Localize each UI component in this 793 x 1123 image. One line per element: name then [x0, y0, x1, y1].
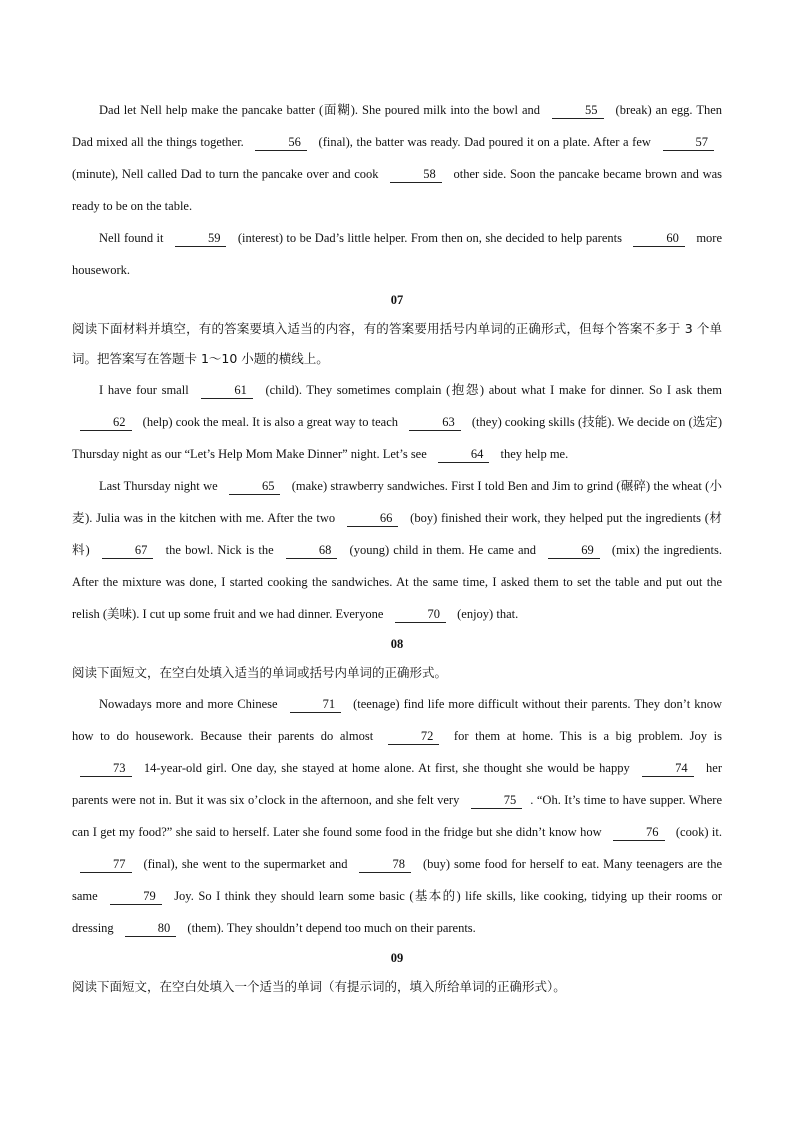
blank-75[interactable]: 75 — [471, 793, 523, 809]
text-run: . “Oh. It’s time to have supper. Where can I get my food?” she said to herself. Later she found some food in the fridge but she didn’t know how — [72, 793, 722, 839]
instruction-text: 阅读下面短文，在空白处填入一个适当的单词（有提示词的，填入所给单词的正确形式）。 — [72, 979, 566, 994]
text-run: (final), she went to the supermarket and — [139, 857, 352, 871]
text-run: they help me. — [497, 447, 569, 461]
text-run: 14-year-old girl. One day, she stayed at home alone. At first, she thought she would be happy — [139, 761, 635, 775]
blank-70[interactable]: 70 — [395, 607, 447, 623]
blank-73[interactable]: 73 — [80, 761, 132, 777]
text-run: Nell found it — [99, 231, 167, 245]
text-run: (help) cook the meal. It is also a great way to teach — [139, 415, 402, 429]
text-run: (mix) the ingredients. After the mixture was done, I started cooking the sandwiches. At the same time, I asked them to set the table and put out the relish (美味). I cut up some fruit and we had dinner. Everyone — [72, 543, 722, 621]
blank-56[interactable]: 56 — [255, 135, 307, 151]
text-run: (final), the batter was ready. Dad poured it on a plate. After a few — [314, 135, 655, 149]
blank-64[interactable]: 64 — [438, 447, 490, 463]
blank-60[interactable]: 60 — [633, 231, 685, 247]
text-run: (enjoy) that. — [454, 607, 519, 621]
text-run: (break) an egg. Then Dad mixed all the things together. — [72, 103, 723, 149]
text-run: more housework. — [72, 231, 723, 277]
blank-63[interactable]: 63 — [409, 415, 461, 431]
blank-62[interactable]: 62 — [80, 415, 132, 431]
text-run: Last Thursday night we — [99, 479, 221, 493]
blank-77[interactable]: 77 — [80, 857, 132, 873]
text-run: (make) strawberry sandwiches. First I told Ben and Jim to grind (碾碎) the wheat (小麦). Julia was in the kitchen with me. After the two — [72, 479, 722, 525]
text-run: (minute), Nell called Dad to turn the pancake over and cook — [72, 167, 383, 181]
paragraph — [72, 470, 722, 630]
worksheet-page — [72, 94, 722, 1002]
blank-59[interactable]: 59 — [175, 231, 227, 247]
section-06 — [72, 94, 722, 286]
text-run: I have four small — [99, 383, 194, 397]
blank-55[interactable]: 55 — [552, 103, 604, 119]
text-run: Dad let Nell help make the pancake batter (面糊). She poured milk into the bowl and — [99, 103, 545, 117]
section-number: 08 — [390, 637, 404, 651]
text-run: other side. Soon the pancake became brown and was ready to be on the table. — [72, 167, 723, 213]
paragraph — [72, 688, 722, 944]
paragraph — [72, 222, 722, 286]
blank-80[interactable]: 80 — [125, 921, 177, 937]
paragraph — [72, 374, 722, 470]
text-run: (boy) finished their work, they helped put the ingredients (材料) — [72, 511, 722, 557]
text-run: for them at home. This is a big problem. Joy is — [447, 729, 722, 743]
blank-58[interactable]: 58 — [390, 167, 442, 183]
blank-66[interactable]: 66 — [347, 511, 399, 527]
blank-67[interactable]: 67 — [102, 543, 154, 559]
text-run: her parents were not in. But it was six o’clock in the afternoon, and she felt very — [72, 761, 722, 807]
blank-57[interactable]: 57 — [663, 135, 715, 151]
section-number: 09 — [390, 951, 404, 965]
text-run: (them). They shouldn’t depend too much on their parents. — [184, 921, 476, 935]
section-08 — [72, 630, 722, 944]
blank-76[interactable]: 76 — [613, 825, 665, 841]
paragraph — [72, 94, 722, 222]
text-run: (teenage) find life more difficult without their parents. They don’t know how to do housework. Because their parents do almost — [72, 697, 723, 743]
text-run: (they) cooking skills (技能). We decide on (选定) Thursday night as our “Let’s Help Mom Make Dinner” night. Let’s see — [72, 415, 722, 461]
instruction-text: 阅读下面材料并填空，有的答案要填入适当的内容，有的答案要用括号内单词的正确形式，但每个答案不多于 3 个单词。把答案写在答题卡 1～10 小题的横线上。 — [72, 321, 722, 366]
instruction-text: 阅读下面短文，在空白处填入适当的单词或括号内单词的正确形式。 — [72, 665, 448, 680]
blank-72[interactable]: 72 — [388, 729, 440, 745]
blank-74[interactable]: 74 — [642, 761, 694, 777]
blank-68[interactable]: 68 — [286, 543, 338, 559]
text-run: Joy. So I think they should learn some basic (基本的) life skills, like cooking, tidying up their rooms or dressing — [72, 889, 722, 935]
blank-79[interactable]: 79 — [110, 889, 162, 905]
text-run: (child). They sometimes complain (抱怨) about what I make for dinner. So I ask them — [260, 383, 722, 397]
text-run: the bowl. Nick is the — [161, 543, 278, 557]
section-09 — [72, 944, 722, 1002]
blank-71[interactable]: 71 — [290, 697, 342, 713]
text-run: Nowadays more and more Chinese — [99, 697, 282, 711]
section-07 — [72, 286, 722, 630]
blank-65[interactable]: 65 — [229, 479, 281, 495]
text-run: (interest) to be Dad’s little helper. From then on, she decided to help parents — [234, 231, 626, 245]
text-run: (cook) it. — [672, 825, 722, 839]
text-run: (young) child in them. He came and — [345, 543, 541, 557]
blank-78[interactable]: 78 — [359, 857, 411, 873]
blank-61[interactable]: 61 — [201, 383, 253, 399]
blank-69[interactable]: 69 — [548, 543, 600, 559]
section-number: 07 — [390, 293, 404, 307]
text-run: (buy) some food for herself to eat. Many teenagers are the same — [72, 857, 722, 903]
